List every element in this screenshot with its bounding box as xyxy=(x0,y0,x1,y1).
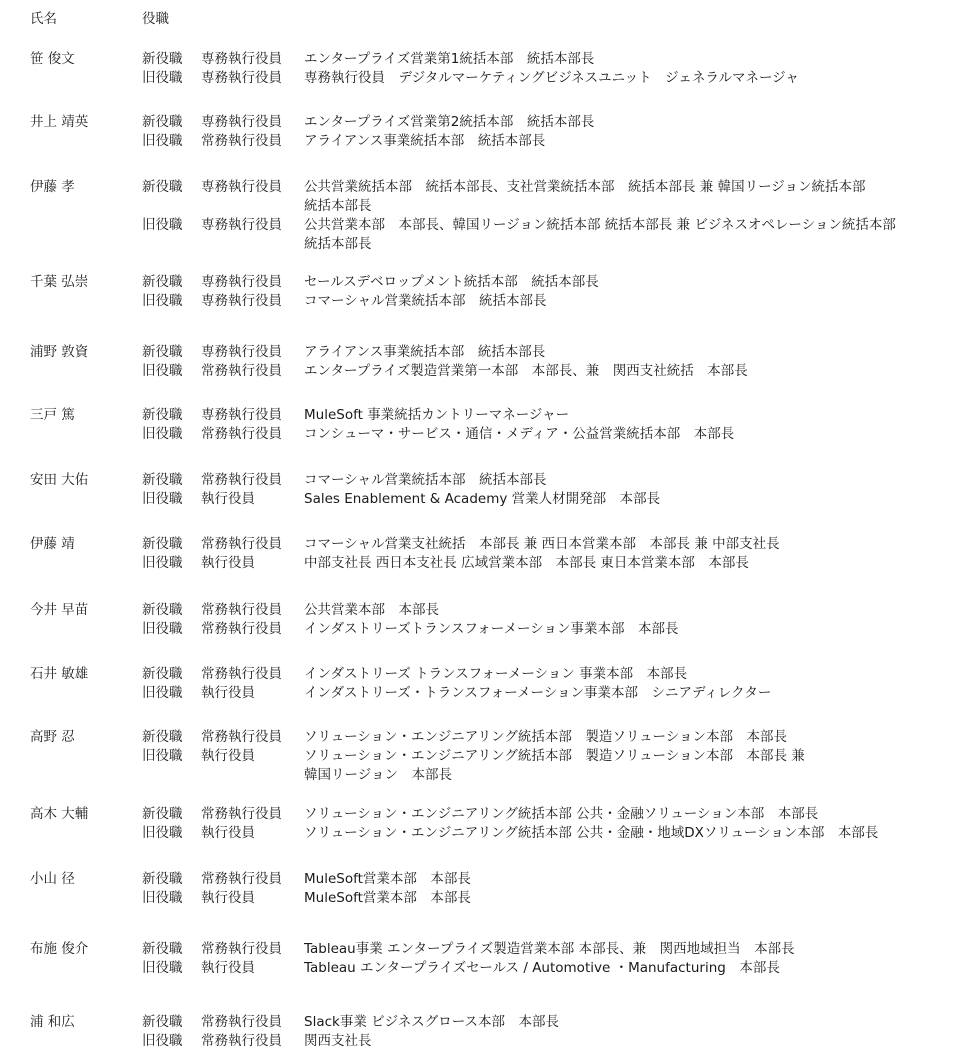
new-role-title: 常務執行役員 xyxy=(201,602,282,618)
new-role-label: 新役職 xyxy=(142,666,183,682)
header-name-column: 氏名 xyxy=(30,11,57,27)
old-role-description: コマーシャル営業統括本部 統括本部長 xyxy=(304,293,547,309)
new-role-title: 常務執行役員 xyxy=(201,941,282,957)
old-role-description: インダストリーズトランスフォーメーション事業本部 本部長 xyxy=(304,621,679,637)
header-role-column: 役職 xyxy=(142,11,169,27)
old-role-label: 旧役職 xyxy=(142,217,183,233)
old-role-title: 常務執行役員 xyxy=(201,133,282,149)
old-role-description: 関西支社長 xyxy=(304,1033,372,1049)
new-role-label: 新役職 xyxy=(142,472,183,488)
old-role-label: 旧役職 xyxy=(142,555,183,571)
old-role-title: 専務執行役員 xyxy=(201,217,282,233)
person-name: 小山 径 xyxy=(30,871,75,887)
old-role-label: 旧役職 xyxy=(142,890,183,906)
old-role-label: 旧役職 xyxy=(142,748,183,764)
old-role-label: 旧役職 xyxy=(142,133,183,149)
old-role-title: 執行役員 xyxy=(201,748,255,764)
old-role-description: コンシューマ・サービス・通信・メディア・公益営業統括本部 本部長 xyxy=(304,426,735,442)
new-role-label: 新役職 xyxy=(142,274,183,290)
old-role-title: 執行役員 xyxy=(201,960,255,976)
new-role-title: 常務執行役員 xyxy=(201,666,282,682)
new-role-description: 公共営業統括本部 統括本部長、支社営業統括本部 統括本部長 兼 韓国リージョン統括本部 xyxy=(304,179,866,195)
new-role-label: 新役職 xyxy=(142,407,183,423)
old-role-label: 旧役職 xyxy=(142,1033,183,1049)
old-role-description: 統括本部長 xyxy=(304,236,372,252)
person-name: 浦 和広 xyxy=(30,1014,75,1030)
old-role-label: 旧役職 xyxy=(142,621,183,637)
new-role-title: 常務執行役員 xyxy=(201,729,282,745)
old-role-description: 専務執行役員 デジタルマーケティングビジネスユニット ジェネラルマネージャ xyxy=(304,70,799,86)
old-role-label: 旧役職 xyxy=(142,825,183,841)
new-role-label: 新役職 xyxy=(142,806,183,822)
new-role-label: 新役職 xyxy=(142,871,183,887)
person-name: 高木 大輔 xyxy=(30,806,89,822)
person-name: 今井 早苗 xyxy=(30,602,89,618)
new-role-description: MuleSoft営業本部 本部長 xyxy=(304,871,471,887)
new-role-description: コマーシャル営業統括本部 統括本部長 xyxy=(304,472,547,488)
new-role-title: 常務執行役員 xyxy=(201,871,282,887)
new-role-title: 専務執行役員 xyxy=(201,344,282,360)
old-role-description: インダストリーズ・トランスフォーメーション事業本部 シニアディレクター xyxy=(304,685,772,701)
new-role-title: 常務執行役員 xyxy=(201,536,282,552)
old-role-title: 執行役員 xyxy=(201,491,255,507)
new-role-description: MuleSoft 事業統括カントリーマネージャー xyxy=(304,407,570,423)
new-role-title: 常務執行役員 xyxy=(201,472,282,488)
old-role-description: 公共営業本部 本部長、韓国リージョン統括本部 統括本部長 兼 ビジネスオペレーション統括本部 xyxy=(304,217,896,233)
new-role-title: 専務執行役員 xyxy=(201,179,282,195)
old-role-title: 執行役員 xyxy=(201,685,255,701)
person-name: 井上 靖英 xyxy=(30,114,89,130)
old-role-title: 常務執行役員 xyxy=(201,363,282,379)
person-name: 伊藤 孝 xyxy=(30,179,75,195)
old-role-label: 旧役職 xyxy=(142,685,183,701)
new-role-title: 常務執行役員 xyxy=(201,806,282,822)
old-role-description: ソリューション・エンジニアリング統括本部 製造ソリューション本部 本部長 兼 xyxy=(304,748,805,764)
old-role-title: 専務執行役員 xyxy=(201,293,282,309)
old-role-description: 中部支社長 西日本支社長 広域営業本部 本部長 東日本営業本部 本部長 xyxy=(304,555,749,571)
new-role-title: 専務執行役員 xyxy=(201,407,282,423)
old-role-label: 旧役職 xyxy=(142,70,183,86)
person-name: 千葉 弘崇 xyxy=(30,274,89,290)
new-role-description: エンタープライズ営業第1統括本部 統括本部長 xyxy=(304,51,595,67)
person-name: 笹 俊文 xyxy=(30,51,75,67)
new-role-label: 新役職 xyxy=(142,602,183,618)
old-role-description: Tableau エンタープライズセールス / Automotive ・Manufacturing 本部長 xyxy=(304,960,780,976)
person-name: 三戸 篤 xyxy=(30,407,75,423)
old-role-title: 執行役員 xyxy=(201,555,255,571)
person-name: 布施 俊介 xyxy=(30,941,89,957)
old-role-description: アライアンス事業統括本部 統括本部長 xyxy=(304,133,546,149)
old-role-title: 執行役員 xyxy=(201,825,255,841)
new-role-label: 新役職 xyxy=(142,729,183,745)
new-role-title: 専務執行役員 xyxy=(201,274,282,290)
old-role-description: エンタープライズ製造営業第一本部 本部長、兼 関西支社統括 本部長 xyxy=(304,363,748,379)
new-role-description: 公共営業本部 本部長 xyxy=(304,602,439,618)
new-role-label: 新役職 xyxy=(142,51,183,67)
old-role-label: 旧役職 xyxy=(142,960,183,976)
new-role-label: 新役職 xyxy=(142,536,183,552)
old-role-label: 旧役職 xyxy=(142,491,183,507)
new-role-title: 専務執行役員 xyxy=(201,51,282,67)
new-role-title: 常務執行役員 xyxy=(201,1014,282,1030)
old-role-title: 常務執行役員 xyxy=(201,621,282,637)
new-role-label: 新役職 xyxy=(142,114,183,130)
person-name: 石井 敏雄 xyxy=(30,666,89,682)
old-role-description: Sales Enablement & Academy 営業人材開発部 本部長 xyxy=(304,491,661,507)
person-name: 安田 大佑 xyxy=(30,472,89,488)
old-role-description: ソリューション・エンジニアリング統括本部 公共・金融・地域DXソリューション本部 本部長 xyxy=(304,825,879,841)
new-role-label: 新役職 xyxy=(142,179,183,195)
new-role-label: 新役職 xyxy=(142,344,183,360)
new-role-description: Tableau事業 エンタープライズ製造営業本部 本部長、兼 関西地域担当 本部長 xyxy=(304,941,795,957)
new-role-description: Slack事業 ビジネスグロース本部 本部長 xyxy=(304,1014,560,1030)
old-role-description: MuleSoft営業本部 本部長 xyxy=(304,890,471,906)
person-name: 高野 忍 xyxy=(30,729,75,745)
new-role-description: セールスデベロップメント統括本部 統括本部長 xyxy=(304,274,599,290)
old-role-label: 旧役職 xyxy=(142,293,183,309)
person-name: 浦野 敦資 xyxy=(30,344,89,360)
old-role-title: 常務執行役員 xyxy=(201,426,282,442)
old-role-title: 常務執行役員 xyxy=(201,1033,282,1049)
new-role-description: ソリューション・エンジニアリング統括本部 製造ソリューション本部 本部長 xyxy=(304,729,787,745)
new-role-label: 新役職 xyxy=(142,941,183,957)
person-name: 伊藤 靖 xyxy=(30,536,75,552)
new-role-description: アライアンス事業統括本部 統括本部長 xyxy=(304,344,546,360)
new-role-description: インダストリーズ トランスフォーメーション 事業本部 本部長 xyxy=(304,666,688,682)
new-role-description: コマーシャル営業支社統括 本部長 兼 西日本営業本部 本部長 兼 中部支社長 xyxy=(304,536,780,552)
old-role-label: 旧役職 xyxy=(142,363,183,379)
new-role-title: 専務執行役員 xyxy=(201,114,282,130)
old-role-title: 専務執行役員 xyxy=(201,70,282,86)
old-role-title: 執行役員 xyxy=(201,890,255,906)
new-role-description: 統括本部長 xyxy=(304,198,372,214)
new-role-description: エンタープライズ営業第2統括本部 統括本部長 xyxy=(304,114,595,130)
new-role-label: 新役職 xyxy=(142,1014,183,1030)
old-role-description: 韓国リージョン 本部長 xyxy=(304,767,452,783)
old-role-label: 旧役職 xyxy=(142,426,183,442)
new-role-description: ソリューション・エンジニアリング統括本部 公共・金融ソリューション本部 本部長 xyxy=(304,806,819,822)
